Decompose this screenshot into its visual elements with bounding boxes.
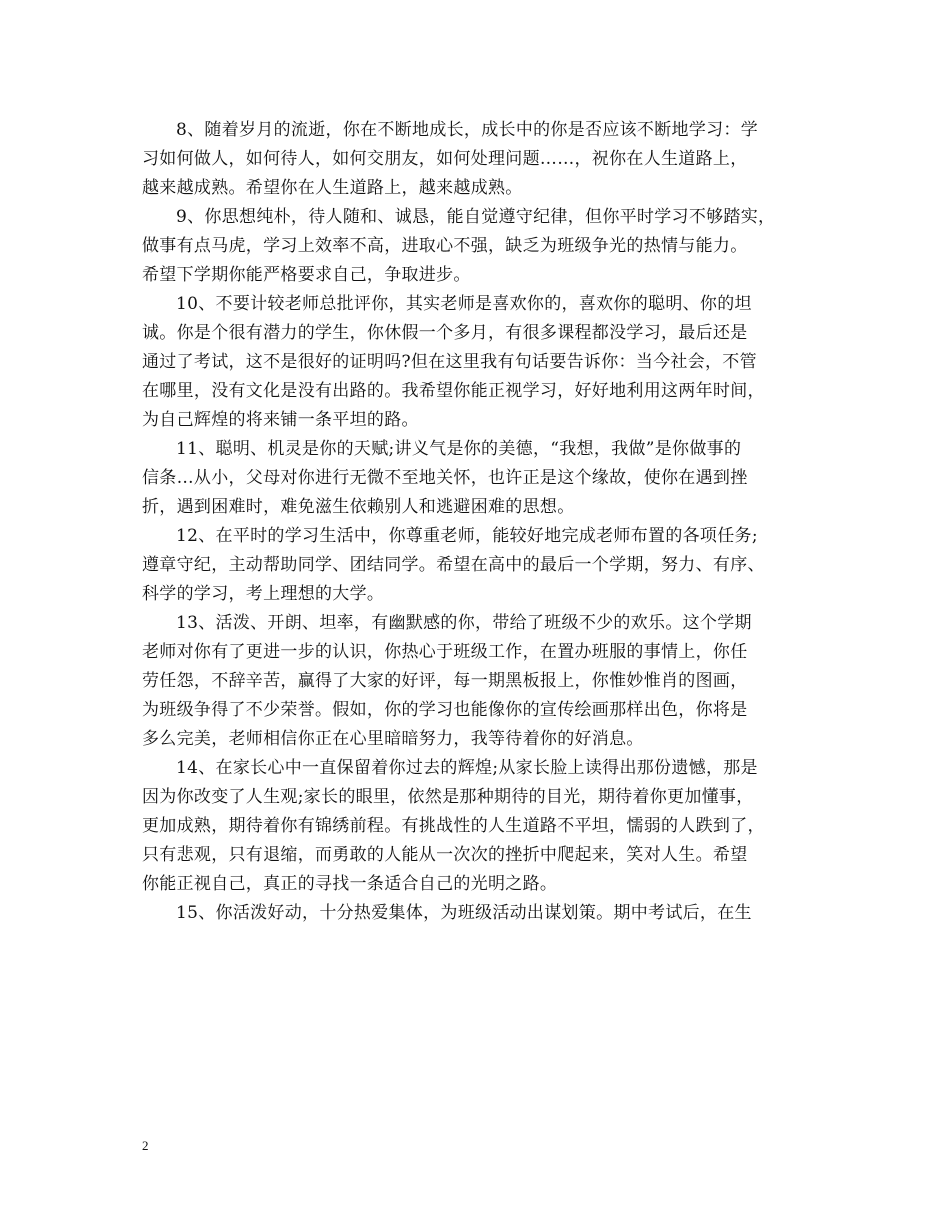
paragraph-12 (142, 522, 822, 609)
text-line: 因为你改变了人生观;家长的眼里，依然是那种期待的目光，期待着你更加懂事， (142, 787, 754, 807)
text-line: 13、活泼、开朗、坦率，有幽默感的你，带给了班级不少的欢乐。这个学期 (176, 613, 752, 633)
paragraph-8 (142, 116, 822, 203)
text-line: 劳任怨，不辞辛苦，赢得了大家的好评，每一期黑板报上，你惟妙惟肖的图画， (142, 671, 748, 691)
text-line: 老师对你有了更进一步的认识，你热心于班级工作，在置办班服的事情上，你任 (142, 642, 748, 662)
text-line: 12、在平时的学习生活中，你尊重老师，能较好地完成老师布置的各项任务; (176, 526, 758, 546)
text-line: 希望下学期你能严格要求自己，争取进步。 (142, 265, 471, 285)
text-line: 诚。你是个很有潜力的学生，你休假一个多月，有很多课程都没学习，最后还是 (142, 323, 748, 343)
text-line: 为自己辉煌的将来铺一条平坦的路。 (142, 410, 419, 430)
text-line: 15、你活泼好动，十分热爱集体，为班级活动出谋划策。期中考试后，在生 (176, 903, 752, 923)
text-line: 只有悲观，只有退缩，而勇敢的人能从一次次的挫折中爬起来，笑对人生。希望 (142, 845, 748, 865)
page-number: 2 (142, 1138, 149, 1153)
text-line: 9、你思想纯朴，待人随和、诚恳，能自觉遵守纪律，但你平时学习不够踏实， (176, 207, 776, 227)
text-line: 10、不要计较老师总批评你，其实老师是喜欢你的，喜欢你的聪明、你的坦 (176, 294, 752, 314)
text-line: 11、聪明、机灵是你的天赋;讲义气是你的美德，“我想，我做”是你做事的 (176, 439, 742, 459)
text-line: 折，遇到困难时，难免滋生依赖别人和逃避困难的思想。 (142, 497, 575, 517)
text-line: 信条…从小，父母对你进行无微不至地关怀，也许正是这个缘故，使你在遇到挫 (142, 468, 748, 488)
text-line: 你能正视自己，真正的寻找一条适合自己的光明之路。 (142, 874, 558, 894)
document-body (142, 116, 822, 928)
text-line: 科学的学习，考上理想的大学。 (142, 584, 385, 604)
text-line: 做事有点马虎，学习上效率不高，进取心不强，缺乏为班级争光的热情与能力。 (142, 236, 748, 256)
text-line: 在哪里，没有文化是没有出路的。我希望你能正视学习，好好地利用这两年时间， (142, 381, 765, 401)
paragraph-11 (142, 435, 822, 522)
text-line: 8、随着岁月的流逝，你在不断地成长，成长中的你是否应该不断地学习：学 (176, 120, 759, 140)
paragraph-10 (142, 290, 822, 435)
paragraph-15 (142, 899, 822, 928)
paragraph-14 (142, 754, 822, 899)
text-line: 通过了考试，这不是很好的证明吗?但在这里我有句话要告诉你：当今社会，不管 (142, 352, 757, 372)
text-line: 越来越成熟。希望你在人生道路上，越来越成熟。 (142, 178, 523, 198)
paragraph-13 (142, 609, 822, 754)
text-line: 14、在家长心中一直保留着你过去的辉煌;从家长脸上读得出那份遗憾，那是 (176, 758, 758, 778)
text-line: 多么完美，老师相信你正在心里暗暗努力，我等待着你的好消息。 (142, 729, 644, 749)
text-line: 遵章守纪，主动帮助同学、团结同学。希望在高中的最后一个学期，努力、有序、 (142, 555, 765, 575)
text-line: 更加成熟，期待着你有锦绣前程。有挑战性的人生道路不平坦，懦弱的人跌到了， (142, 816, 765, 836)
text-line: 为班级争得了不少荣誉。假如，你的学习也能像你的宣传绘画那样出色，你将是 (142, 700, 748, 720)
text-line: 习如何做人，如何待人，如何交朋友，如何处理问题……，祝你在人生道路上， (142, 149, 748, 169)
paragraph-9 (142, 203, 822, 290)
